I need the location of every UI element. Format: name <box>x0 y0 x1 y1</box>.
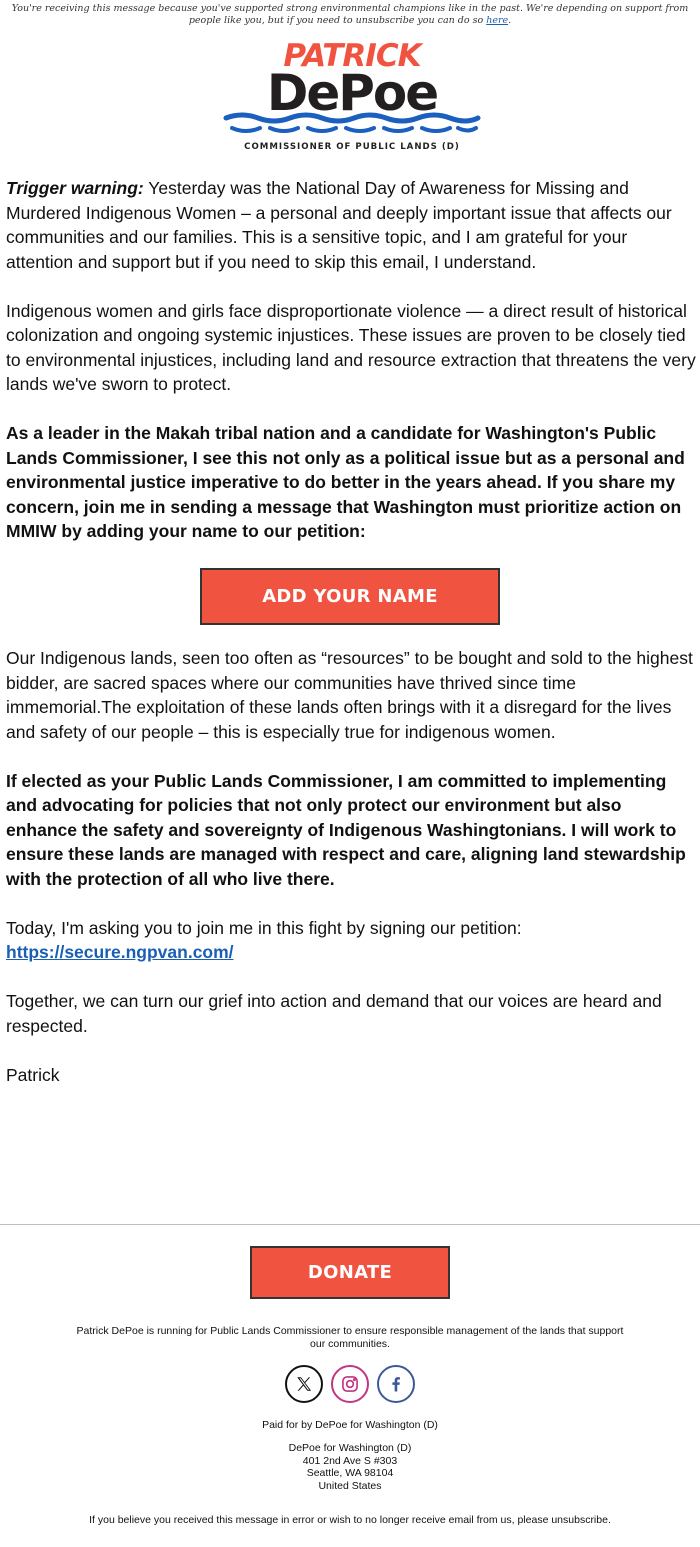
paragraph-petition <box>6 916 696 965</box>
trigger-warning-label: Trigger warning: <box>6 178 144 198</box>
address-street: 401 2nd Ave S #303 <box>302 1454 398 1467</box>
paragraph-commitment: If elected as your Public Lands Commissioner, I am committed to implementing and advocating for policies that not only protect our environment but also enhance the safety and sovereignty of Indigenous Washingtonians. I will work to ensure these lands are managed with respect and care, aligning land stewardship with the protection of all who live there. <box>6 770 686 889</box>
mailing-address <box>0 1442 700 1492</box>
address-org: DePoe for Washington (D) <box>288 1442 412 1454</box>
paid-for-disclaimer: Paid for by DePoe for Washington (D) <box>262 1419 438 1431</box>
address-country: United States <box>318 1479 382 1492</box>
petition-text: Today, I'm asking you to join me in this fight by signing our petition: <box>6 917 522 938</box>
logo-tagline: COMMISSIONER OF PUBLIC LANDS (D) <box>244 142 460 152</box>
donate-button[interactable]: DONATE <box>250 1246 450 1299</box>
paragraph-together: Together, we can turn our grief into action and demand that our voices are heard and respected. <box>6 991 662 1036</box>
unsubscribe-notice: If you believe you received this message in error or wish to no longer receive email from us, please unsubscribe. <box>89 1514 611 1526</box>
preheader-text: You're receiving this message because you've supported strong environmental champions like in the past. We're depending on support from people like you, but if you need to unsubscribe you can do so <box>11 3 689 25</box>
campaign-logo <box>222 38 482 154</box>
paragraph-violence: Indigenous women and girls face disproportionate violence — a direct result of historical colonization and ongoing systemic injustices. These issues are proven to be closely tied to environmental injustices, including land and resource extraction that threatens the very lands we've sworn to protect. <box>6 300 696 394</box>
add-your-name-button[interactable]: ADD YOUR NAME <box>200 568 500 625</box>
instagram-icon[interactable] <box>331 1365 369 1403</box>
signature: Patrick <box>6 1064 60 1085</box>
unsubscribe-here-link[interactable]: here <box>486 15 509 25</box>
mission-statement: Patrick DePoe is running for Public Lands Commissioner to ensure responsible management of the lands that support our communities. <box>76 1325 624 1350</box>
facebook-icon[interactable] <box>377 1365 415 1403</box>
social-links <box>0 1365 700 1403</box>
petition-link[interactable]: https://secure.ngpvan.com/ <box>6 942 234 962</box>
preheader <box>0 0 700 25</box>
footer <box>0 1246 700 1527</box>
preheader-end: . <box>508 15 512 25</box>
footer-divider <box>0 1224 700 1225</box>
paragraph-trigger-warning <box>6 176 696 274</box>
trigger-warning-text: Yesterday was the National Day of Awareness for Missing and Murdered Indigenous Women – a personal and deeply important issue that affects our communities and our families. This is a sensitive topic, and I am grateful for your attention and support but if you need to skip this email, I understand. <box>6 178 672 272</box>
waves-graphic <box>226 115 478 131</box>
paragraph-indigenous-lands: Our Indigenous lands, seen too often as “resources” to be bought and sold to the highest bidder, are sacred spaces where our communities have thrived since time immemorial.The exploitation of these lands often brings with it a disregard for the lives and safety of our people – this is especially true for indigenous women. <box>6 648 693 742</box>
email-body <box>6 176 696 1112</box>
logo-first-name: PATRICK <box>283 38 421 74</box>
logo-last-name: DePoe <box>266 64 438 122</box>
address-city: Seattle, WA 98104 <box>306 1467 394 1479</box>
paragraph-makah-leader: As a leader in the Makah tribal nation and a candidate for Washington's Public Lands Commissioner, I see this not only as a political issue but as a personal and environmental justice imperative to do better in the years ahead. If you share my concern, join me in sending a message that Washington must prioritize action on MMIW by adding your name to our petition: <box>6 423 685 541</box>
x-icon[interactable] <box>285 1365 323 1403</box>
